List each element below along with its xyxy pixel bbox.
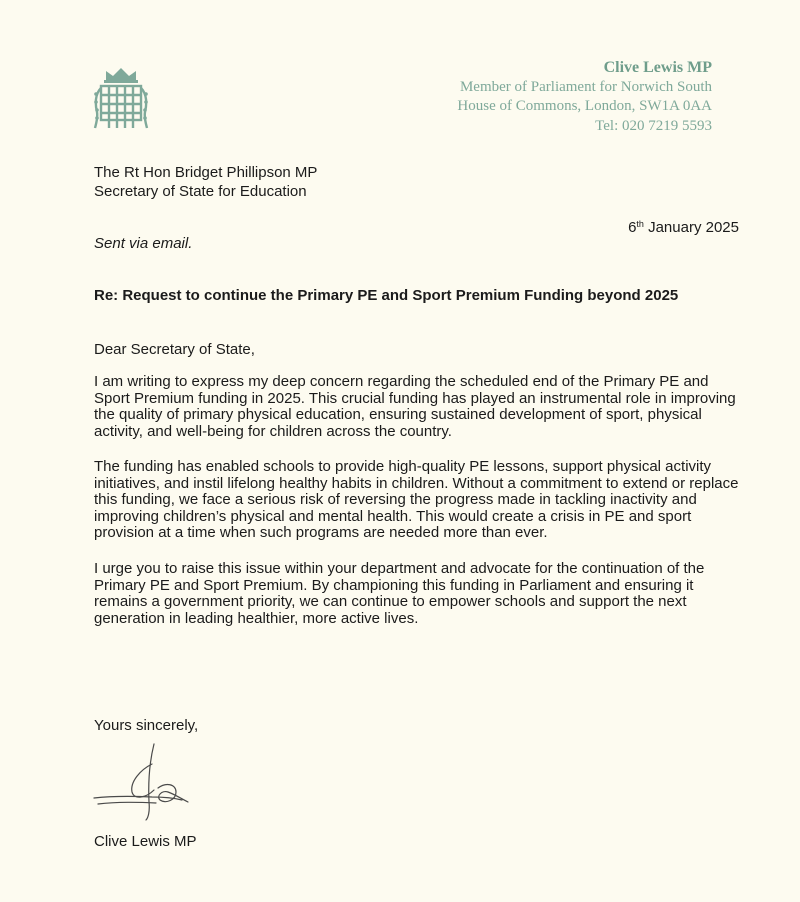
recipient-block [94, 163, 317, 201]
body-paragraph-1: I am writing to express my deep concern regarding the scheduled end of the Primary PE and Sport Premium funding in 2025. This crucial funding has played an instrumental role in improving the quality of primary physical education, ensuring sustained development of sport, physical activity, and well-being for children across the country. [94, 373, 736, 440]
date-suffix: th [636, 219, 644, 229]
letter-date [628, 218, 739, 237]
salutation: Dear Secretary of State, [94, 341, 255, 358]
sender-address: House of Commons, London, SW1A 0AA [457, 98, 712, 114]
subject-line: Re: Request to continue the Primary PE and Sport Premium Funding beyond 2025 [94, 287, 679, 304]
sender-phone: Tel: 020 7219 5593 [595, 117, 712, 134]
date-day: 6 [628, 219, 637, 236]
signature-icon [92, 740, 192, 824]
portcullis-icon [92, 64, 150, 132]
recipient-title: Secretary of State for Education [94, 183, 307, 200]
sender-name: Clive Lewis MP [603, 59, 712, 76]
signer-name: Clive Lewis MP [94, 833, 197, 850]
date-rest: January 2025 [643, 219, 739, 236]
recipient-name: The Rt Hon Bridget Phillipson MP [94, 164, 318, 181]
body-paragraph-3: I urge you to raise this issue within your department and advocate for the continuation of the Primary PE and Sport Premium. By championing this funding in Parliament and ensuring it remains a government priority, we can continue to empower schools and support the next generation in leading healthier, more active lives. [94, 560, 705, 627]
body-paragraph-2: The funding has enabled schools to provide high-quality PE lessons, support physical activity initiatives, and instil lifelong healthy habits in children. Without a commitment to extend or replace this funding, we face a serious risk of reversing the progress made in tackling inactivity and improving children’s physical and mental health. This would create a crisis in PE and sport provision at a time when such programs are needed more than ever. [94, 458, 739, 541]
sender-role: Member of Parliament for Norwich South [459, 78, 712, 95]
closing: Yours sincerely, [94, 717, 199, 734]
sender-block [457, 58, 712, 136]
delivery-note: Sent via email. [94, 235, 193, 252]
